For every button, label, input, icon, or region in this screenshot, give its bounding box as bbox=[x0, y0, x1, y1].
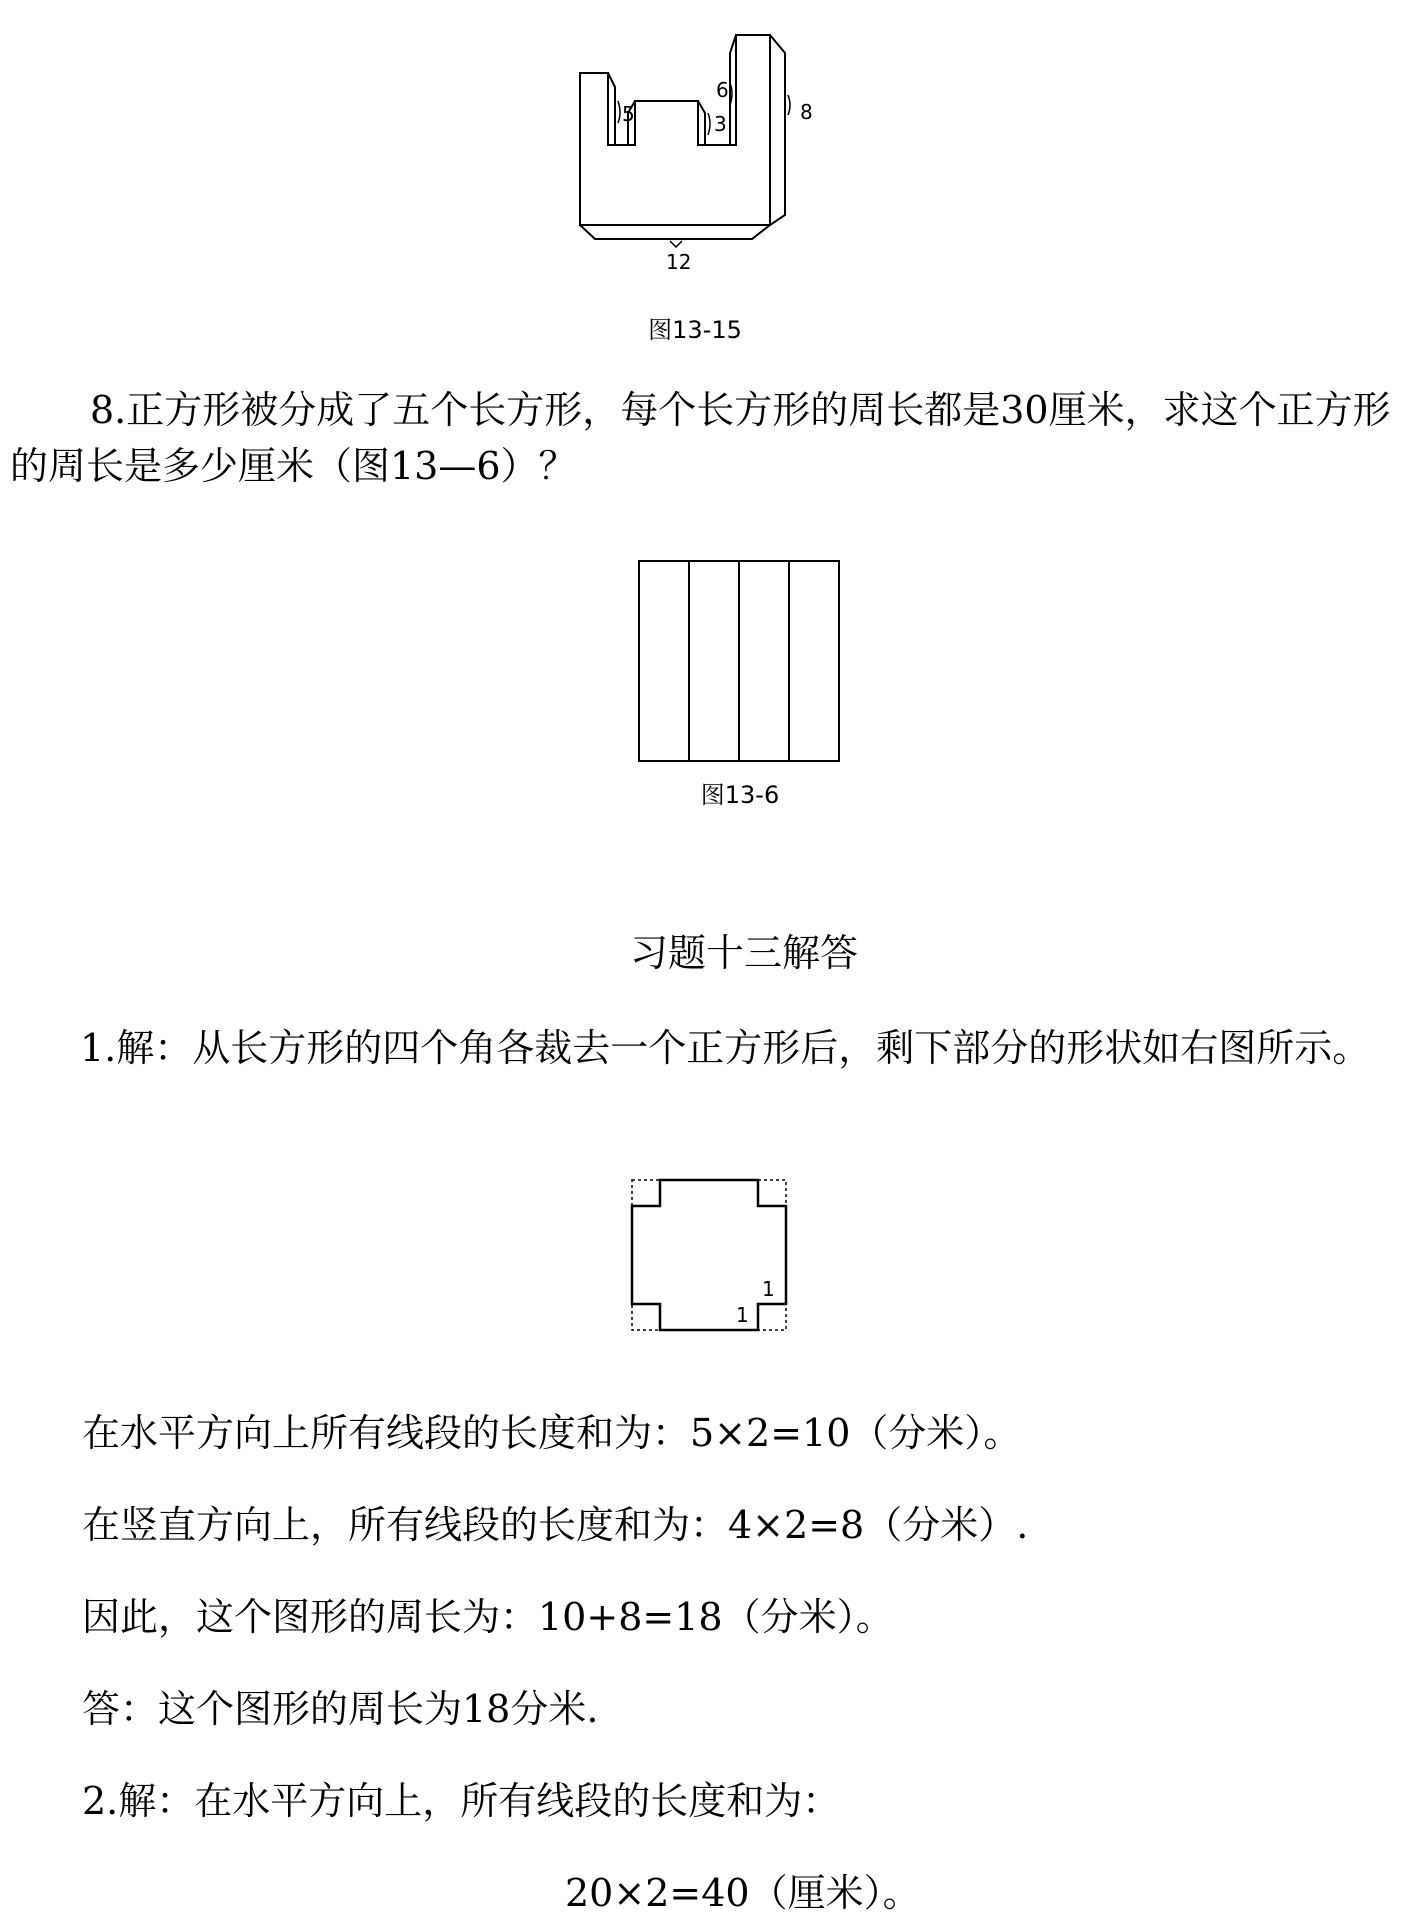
label-right-notch: 3 bbox=[714, 112, 727, 136]
solution-1-answer: 答：这个图形的周长为18分米. bbox=[82, 1687, 599, 1731]
solution-1-vertical: 在竖直方向上，所有线段的长度和为：4×2=8（分米）. bbox=[82, 1503, 1029, 1547]
cut-corners-figure bbox=[628, 1176, 794, 1336]
solutions-heading: 习题十三解答 bbox=[630, 931, 859, 975]
cut-label-horizontal: 1 bbox=[736, 1303, 749, 1327]
label-right-top: 6 bbox=[716, 78, 729, 102]
solution-2-calc: 20×2=40（厘米）。 bbox=[565, 1871, 921, 1915]
figure-13-6-caption: 图13-6 bbox=[700, 781, 780, 809]
problem-8-text: 8.正方形被分成了五个长方形，每个长方形的周长都是30厘米，求这个正方形的周长是多少厘米（图13—6）？ bbox=[10, 388, 1391, 488]
solution-1-horizontal: 在水平方向上所有线段的长度和为：5×2=10（分米）。 bbox=[82, 1411, 1022, 1455]
figure-13-6-drawing bbox=[636, 558, 842, 764]
figure-13-15 bbox=[560, 25, 880, 275]
cut-corners-drawing bbox=[628, 1176, 794, 1336]
solution-1-intro: 1.解：从长方形的四个角各裁去一个正方形后，剩下部分的形状如右图所示。 bbox=[80, 1026, 1371, 1070]
figure-13-6 bbox=[636, 558, 842, 764]
label-right-side: 8 bbox=[800, 100, 813, 124]
cut-label-vertical: 1 bbox=[762, 1277, 775, 1301]
label-bottom: 12 bbox=[666, 250, 692, 274]
figure-13-15-drawing bbox=[560, 25, 880, 275]
figure-13-15-caption: 图13-15 bbox=[648, 316, 742, 344]
solution-1-perimeter: 因此，这个图形的周长为：10+8=18（分米）。 bbox=[82, 1595, 894, 1639]
label-left-notch: 5 bbox=[622, 102, 635, 126]
solution-2-intro: 2.解：在水平方向上，所有线段的长度和为： bbox=[82, 1779, 841, 1823]
